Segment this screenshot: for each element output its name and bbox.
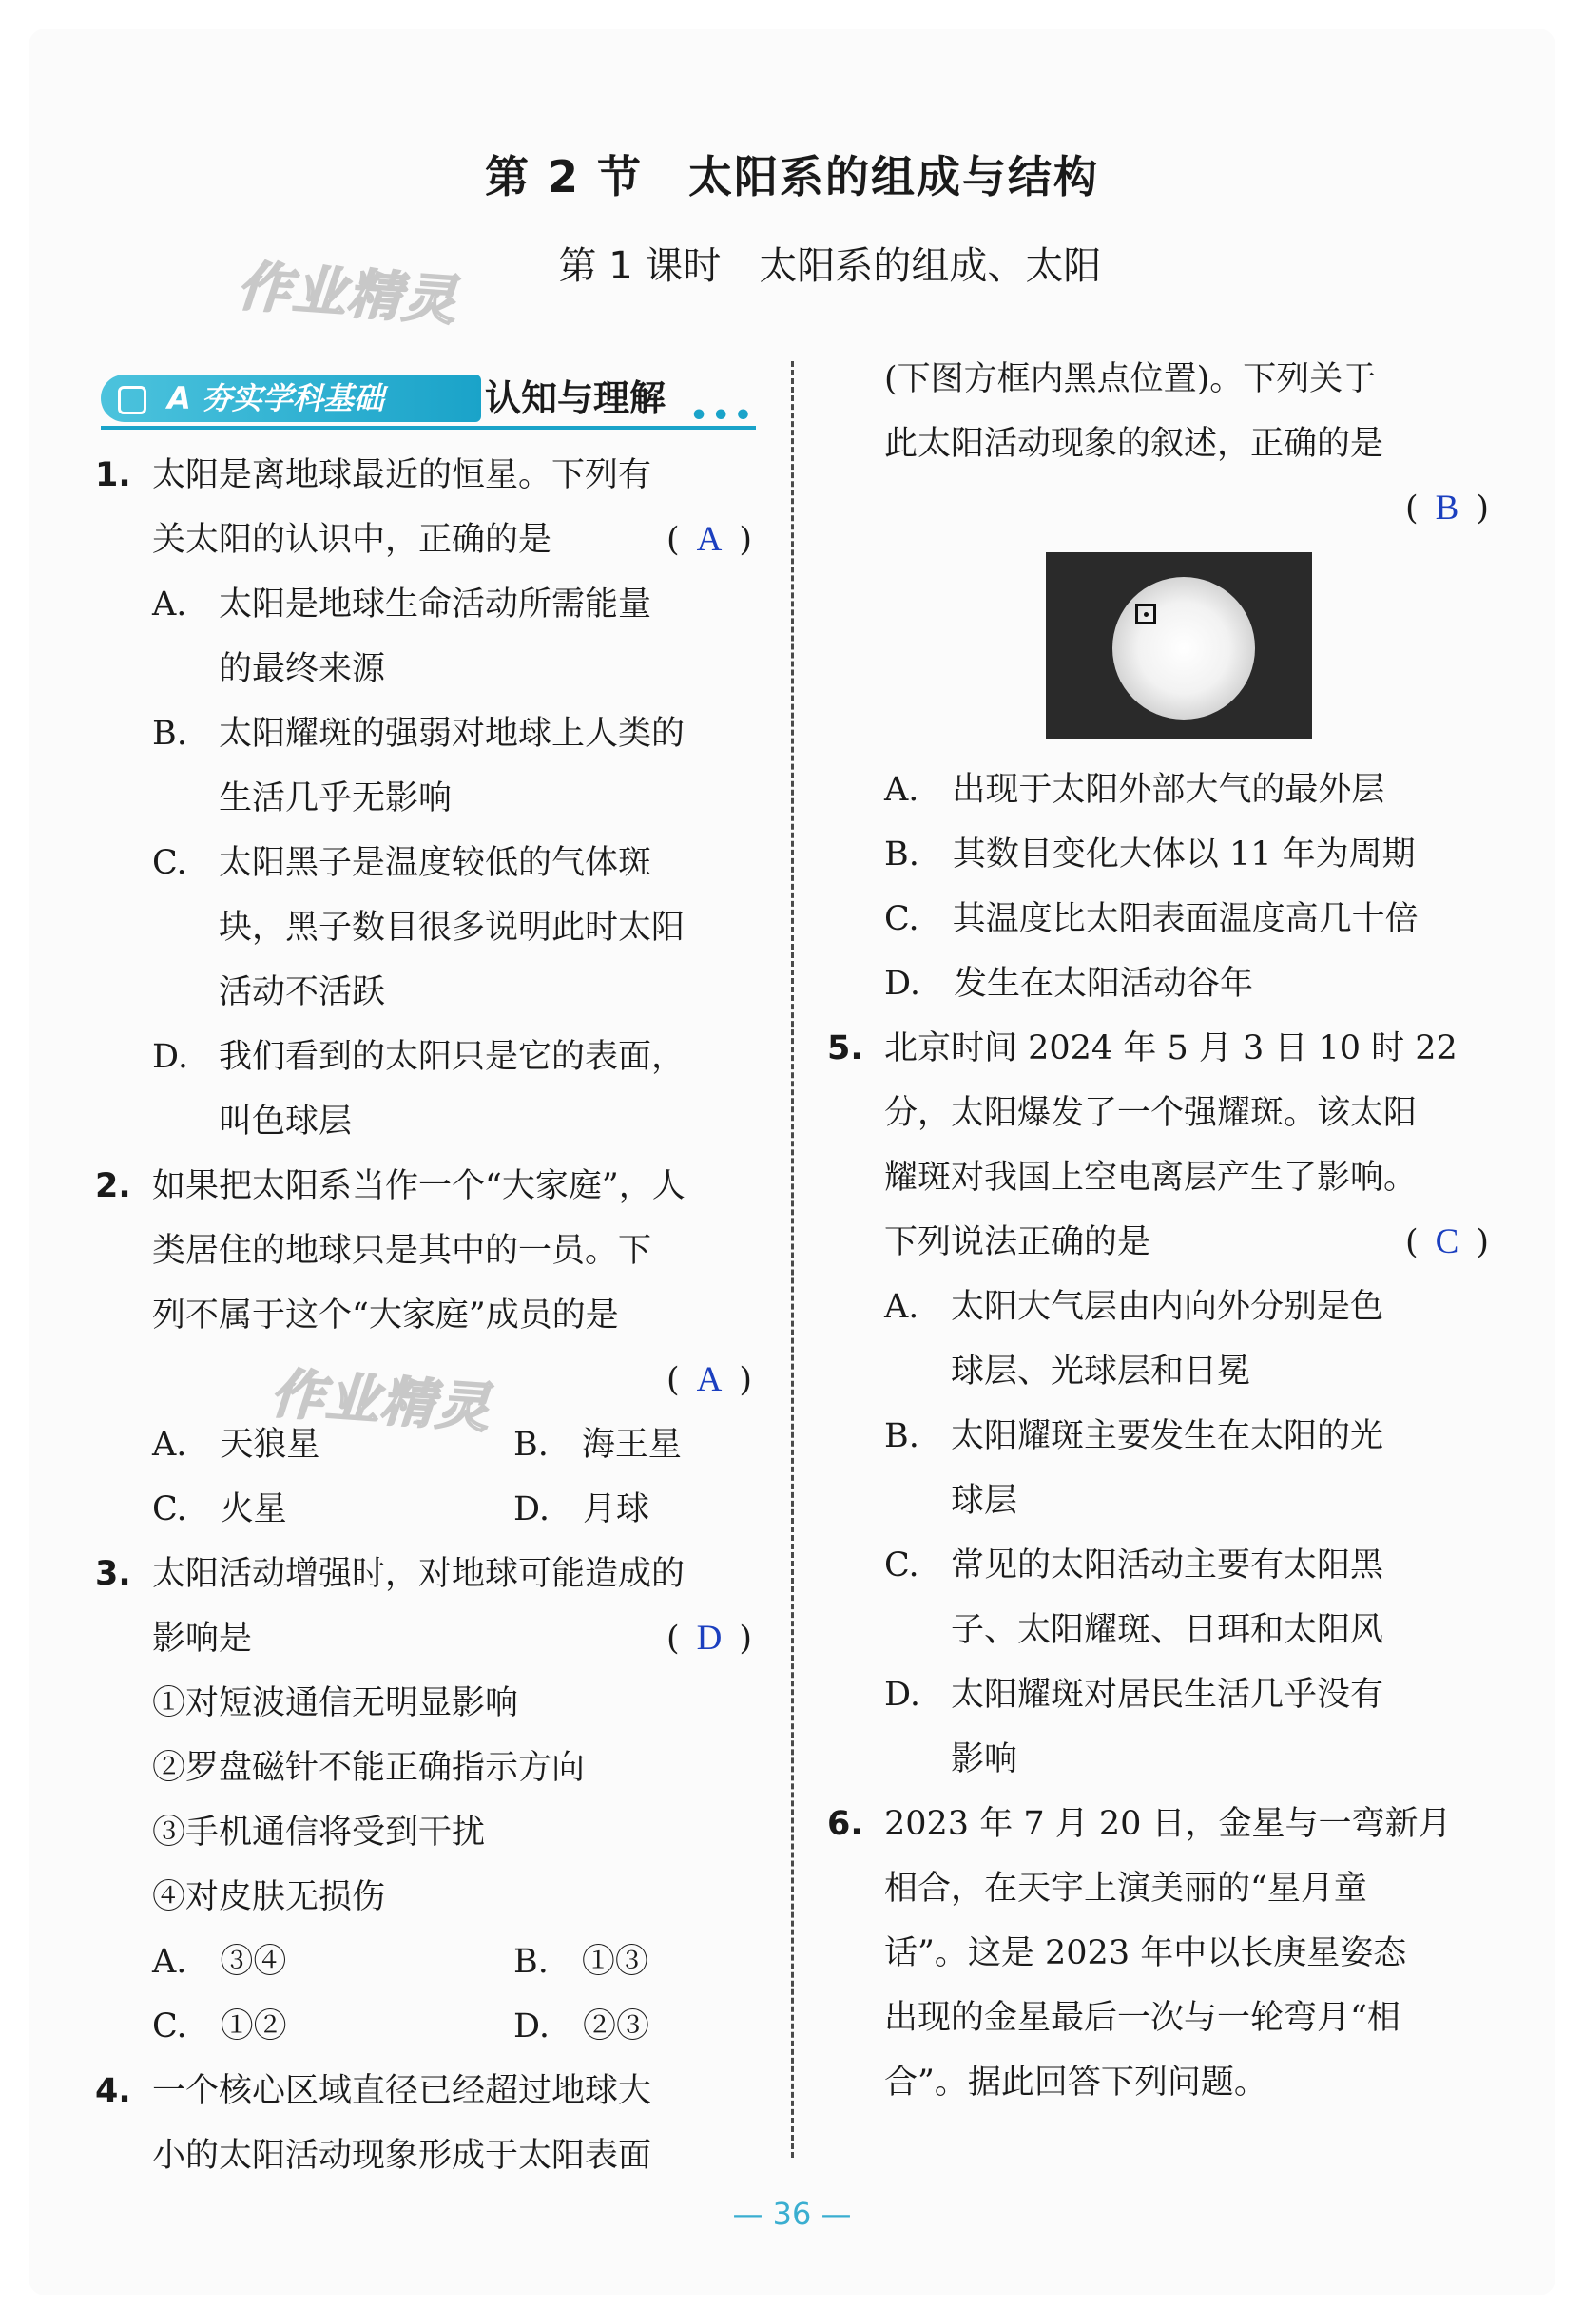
option-c: C. ①② xyxy=(152,2007,287,2046)
watermark-logo: 作业精灵 xyxy=(268,1362,493,1441)
option-b: B. 太阳耀斑主要发生在太阳的光 球层 xyxy=(884,1417,1384,1520)
question-stem: 类居住的地球只是其中的一员。下 xyxy=(152,1232,652,1270)
option-a: A. 太阳是地球生命活动所需能量 的最终来源 xyxy=(152,586,652,688)
option-d: D. ②③ xyxy=(513,2007,649,2046)
question-stem: 此太阳活动现象的叙述，正确的是 xyxy=(884,425,1384,463)
option-c: C. 常见的太阳活动主要有太阳黑 子、太阳耀斑、日珥和太阳风 xyxy=(884,1546,1384,1649)
banner-underline xyxy=(101,426,756,430)
sunspot-marker-box xyxy=(1135,604,1156,624)
question-6 xyxy=(827,1792,1493,2115)
answer-letter: D xyxy=(696,1619,726,1658)
section-title: 第 2 节 太阳系的组成与结构 xyxy=(484,151,1100,202)
column-divider xyxy=(791,361,794,2158)
option-c: C. 太阳黑子是温度较低的气体斑 块，黑子数目很多说明此时太阳 活动不活跃 xyxy=(152,844,686,1011)
question-stem: 2023 年 7 月 20 日，金星与一弯新月 xyxy=(884,1805,1452,1843)
section-tab: A 夯实学科基础 xyxy=(101,375,481,422)
options-row xyxy=(152,1412,756,1477)
question-number: 4. xyxy=(95,2072,131,2110)
dots-icon: ••• xyxy=(689,399,756,432)
question-stem: 下列说法正确的是 ( C ) xyxy=(884,1210,1493,1275)
statement-item: ①对短波通信无明显影响 xyxy=(152,1684,519,1722)
question-stem: 影响是 ( D ) xyxy=(152,1606,756,1671)
question-stem: 耀斑对我国上空电离层产生了影响。 xyxy=(884,1159,1418,1197)
option-d: D. 我们看到的太阳只是它的表面， 叫色球层 xyxy=(152,1038,686,1141)
question-4-continued xyxy=(827,347,1493,1016)
question-3 xyxy=(95,1542,756,2059)
pentagon-icon xyxy=(118,386,146,414)
question-2 xyxy=(95,1154,756,1542)
question-number: 5. xyxy=(827,1029,863,1067)
option-c: C. 其温度比太阳表面温度高几十倍 xyxy=(884,900,1419,938)
answer-letter: B xyxy=(1435,489,1463,528)
option-d: D. 发生在太阳活动谷年 xyxy=(884,965,1253,1003)
answer-bracket: ( C ) xyxy=(1405,1222,1493,1261)
question-4 xyxy=(95,2059,756,2188)
question-stem: 如果把太阳系当作一个“大家庭”，人 xyxy=(152,1167,686,1205)
options-row xyxy=(152,1930,756,1994)
options-row xyxy=(152,1994,756,2059)
option-d: D. 月球 xyxy=(513,1490,649,1528)
watermark-logo: 作业精灵 xyxy=(235,255,460,334)
answer-letter: A xyxy=(696,1360,726,1399)
statement-item: ③手机通信将受到干扰 xyxy=(152,1814,486,1852)
option-a: A. 出现于太阳外部大气的最外层 xyxy=(884,771,1385,809)
option-a: A. ③④ xyxy=(152,1943,287,1981)
question-stem: 话”。这是 2023 年中以长庚星姿态 xyxy=(884,1934,1407,1972)
option-c: C. 火星 xyxy=(152,1490,287,1528)
statement-item: ②罗盘磁针不能正确指示方向 xyxy=(152,1749,586,1787)
question-number: 1. xyxy=(95,456,131,494)
page-number: — 36 — xyxy=(732,2196,852,2232)
question-stem: 关太阳的认识中，正确的是 ( A ) xyxy=(152,508,756,572)
answer-letter: A xyxy=(696,520,726,559)
option-a: A. 天狼星 xyxy=(152,1426,320,1464)
option-b: B. 太阳耀斑的强弱对地球上人类的 生活几乎无影响 xyxy=(152,715,686,817)
question-stem: 相合，在天宇上演美丽的“星月童 xyxy=(884,1870,1367,1908)
question-number: 3. xyxy=(95,1555,131,1593)
sun-disc xyxy=(1112,577,1255,720)
question-stem: 小的太阳活动现象形成于太阳表面 xyxy=(152,2137,652,2175)
option-b: B. ①③ xyxy=(513,1943,648,1981)
question-stem: 列不属于这个“大家庭”成员的是 xyxy=(152,1296,619,1335)
options-row xyxy=(152,1477,756,1542)
question-stem: 分，太阳爆发了一个强耀斑。该太阳 xyxy=(884,1094,1418,1132)
question-stem: 北京时间 2024 年 5 月 3 日 10 时 22 xyxy=(884,1029,1458,1067)
right-column xyxy=(827,347,1493,2115)
section-heading: 认知与理解 xyxy=(485,377,666,419)
question-number: 6. xyxy=(827,1805,863,1843)
statement-item: ④对皮肤无损伤 xyxy=(152,1878,386,1916)
answer-letter: C xyxy=(1435,1222,1463,1261)
answer-bracket: ( A ) xyxy=(666,1360,756,1399)
answer-bracket: ( A ) xyxy=(666,520,756,559)
question-5 xyxy=(827,1016,1493,1792)
left-column xyxy=(95,371,756,2188)
option-a: A. 太阳大气层由内向外分别是色 球层、光球层和日冕 xyxy=(884,1288,1384,1391)
answer-bracket: ( D ) xyxy=(666,1619,756,1658)
lesson-subtitle: 第 1 课时 太阳系的组成、太阳 xyxy=(558,244,1102,288)
sun-photo xyxy=(1046,552,1312,739)
option-d: D. 太阳耀斑对居民生活几乎没有 影响 xyxy=(884,1676,1384,1778)
question-stem: 出现的金星最后一次与一轮弯月“相 xyxy=(884,1999,1400,2037)
question-stem: 太阳是离地球最近的恒星。下列有 xyxy=(152,456,652,494)
question-number: 2. xyxy=(95,1167,131,1205)
answer-bracket: ( B ) xyxy=(1405,489,1493,528)
option-b: B. 海王星 xyxy=(513,1426,682,1464)
question-stem: 一个核心区域直径已经超过地球大 xyxy=(152,2072,652,2110)
option-b: B. 其数目变化大体以 11 年为周期 xyxy=(884,835,1416,874)
question-stem: 合”。据此回答下列问题。 xyxy=(884,2064,1267,2102)
question-1 xyxy=(95,443,756,1154)
question-stem: (下图方框内黑点位置)。下列关于 xyxy=(884,360,1377,398)
question-stem: 太阳活动增强时，对地球可能造成的 xyxy=(152,1555,686,1593)
section-banner xyxy=(95,371,756,430)
